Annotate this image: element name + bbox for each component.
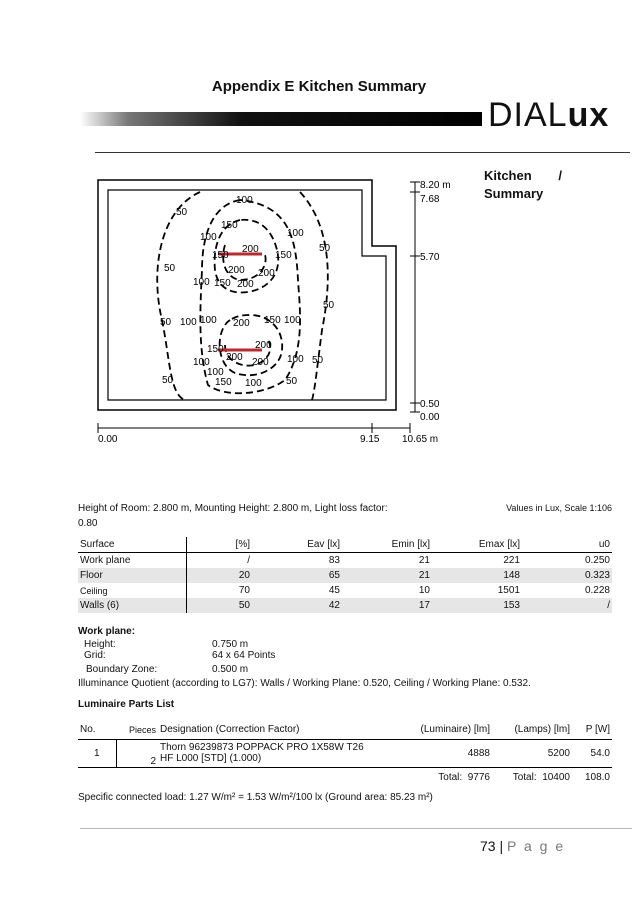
page-number: 73 bbox=[480, 838, 496, 854]
luminaire-heading: Luminaire Parts List bbox=[78, 699, 175, 710]
ruler-bottom-label: 10.65 m bbox=[402, 434, 439, 445]
table-row: Walls (6) 50 42 17 153 / bbox=[80, 600, 610, 611]
svg-text:100: 100 bbox=[284, 315, 301, 326]
specific-load: Specific connected load: 1.27 W/m² = 1.53 W/m²/100 lx (Ground area: 85.23 m²) bbox=[78, 792, 433, 803]
svg-text:150: 150 bbox=[207, 344, 224, 355]
work-plane-heading: Work plane: bbox=[78, 626, 136, 637]
ruler-right-label: 5.70 bbox=[420, 252, 440, 263]
ruler-right-label: 0.00 bbox=[420, 412, 440, 423]
svg-text:200: 200 bbox=[242, 244, 259, 255]
dialux-logo: DIALux bbox=[488, 96, 610, 134]
svg-text:200: 200 bbox=[237, 279, 254, 290]
svg-text:200: 200 bbox=[258, 268, 275, 279]
scale-note: Values in Lux, Scale 1:106 bbox=[506, 503, 612, 513]
table-row: Total: 9776 Total: 10400 108.0 bbox=[438, 771, 610, 783]
surface-table: Surface [%] Eav [lx] Emin [lx] Emax [lx] u0 Work plane / 83 21 221 0.250 Floor 20 65 21 148 0.323 Ceiling 70 45 10 1501 0.228 Walls (6) 50 42 17 153 / bbox=[80, 539, 610, 611]
svg-text:150: 150 bbox=[264, 315, 281, 326]
luminaire-table: No. Pieces Designation (Correction Factor) (Luminaire) [lm] (Lamps) [lm] P [W] 1 2 Thorn 96239873 POPPACK PRO 1X58W T26 HF L000 [STD] (1.000) 4888 5200 54.0 Total: 9776 Total: 10400 108.0 bbox=[78, 721, 612, 787]
svg-text:100: 100 bbox=[200, 232, 217, 243]
svg-text:50: 50 bbox=[286, 376, 298, 387]
svg-text:50: 50 bbox=[319, 243, 331, 254]
svg-text:200: 200 bbox=[228, 265, 245, 276]
ruler-bottom-label: 0.00 bbox=[98, 434, 118, 445]
svg-text:100: 100 bbox=[193, 277, 210, 288]
svg-text:100: 100 bbox=[207, 367, 224, 378]
page-title: Appendix E Kitchen Summary bbox=[211, 78, 427, 95]
svg-text:150: 150 bbox=[221, 220, 238, 231]
footer-rule bbox=[80, 828, 632, 829]
ruler-bottom-label: 9.15 bbox=[360, 434, 380, 445]
svg-text:100: 100 bbox=[180, 317, 197, 328]
svg-text:50: 50 bbox=[160, 317, 172, 328]
svg-text:100: 100 bbox=[200, 315, 217, 326]
svg-text:150: 150 bbox=[212, 250, 229, 261]
wp-height-label: Height: bbox=[84, 639, 116, 650]
svg-text:100: 100 bbox=[287, 354, 304, 365]
svg-text:200: 200 bbox=[226, 352, 243, 363]
page-word: P a g e bbox=[507, 838, 566, 854]
svg-text:100: 100 bbox=[287, 228, 304, 239]
svg-text:100: 100 bbox=[193, 357, 210, 368]
svg-text:200: 200 bbox=[233, 318, 250, 329]
svg-text:50: 50 bbox=[162, 375, 174, 386]
wp-grid-value: 64 x 64 Points bbox=[212, 650, 276, 661]
wp-boundary-value: 0.500 m bbox=[212, 664, 249, 675]
svg-text:100: 100 bbox=[245, 378, 262, 389]
ruler-right-label: 7.68 bbox=[420, 194, 440, 205]
wp-height-value: 0.750 m bbox=[212, 639, 249, 650]
ruler-right-label: 8.20 m bbox=[420, 180, 451, 191]
table-row: 1 2 Thorn 96239873 POPPACK PRO 1X58W T26 HF L000 [STD] (1.000) 4888 5200 54.0 bbox=[78, 739, 612, 767]
svg-text:100: 100 bbox=[236, 195, 253, 206]
svg-text:50: 50 bbox=[176, 207, 188, 218]
svg-text:200: 200 bbox=[255, 340, 272, 351]
svg-text:50: 50 bbox=[164, 263, 176, 274]
svg-text:50: 50 bbox=[312, 355, 324, 366]
illuminance-quotient: Illuminance Quotient (according to LG7): Walls / Working Plane: 0.520, Ceiling / Working Plane: 0.532. bbox=[78, 678, 531, 689]
svg-text:150: 150 bbox=[215, 377, 232, 388]
svg-text:150: 150 bbox=[214, 278, 231, 289]
room-info: Height of Room: 2.800 m, Mounting Height: 2.800 m, Light loss factor: bbox=[78, 503, 388, 514]
wp-grid-label: Grid: bbox=[84, 650, 106, 661]
table-row: Ceiling 70 45 10 1501 0.228 bbox=[80, 585, 610, 596]
isolux-floor-plan bbox=[90, 170, 470, 450]
room-info-lf: 0.80 bbox=[78, 518, 98, 529]
table-row: Work plane / 83 21 221 0.250 bbox=[78, 553, 612, 569]
header-rule bbox=[95, 152, 630, 153]
svg-text:50: 50 bbox=[323, 300, 335, 311]
svg-text:150: 150 bbox=[275, 250, 292, 261]
wp-boundary-label: Boundary Zone: bbox=[86, 664, 158, 675]
page-footer: 73 | P a g e bbox=[480, 838, 566, 854]
table-row: Floor 20 65 21 148 0.323 bbox=[80, 570, 610, 581]
ruler-right-label: 0.50 bbox=[420, 399, 440, 410]
header-bar bbox=[80, 112, 482, 126]
side-title: Kitchen / Summary bbox=[484, 168, 562, 201]
svg-text:200: 200 bbox=[252, 357, 269, 368]
